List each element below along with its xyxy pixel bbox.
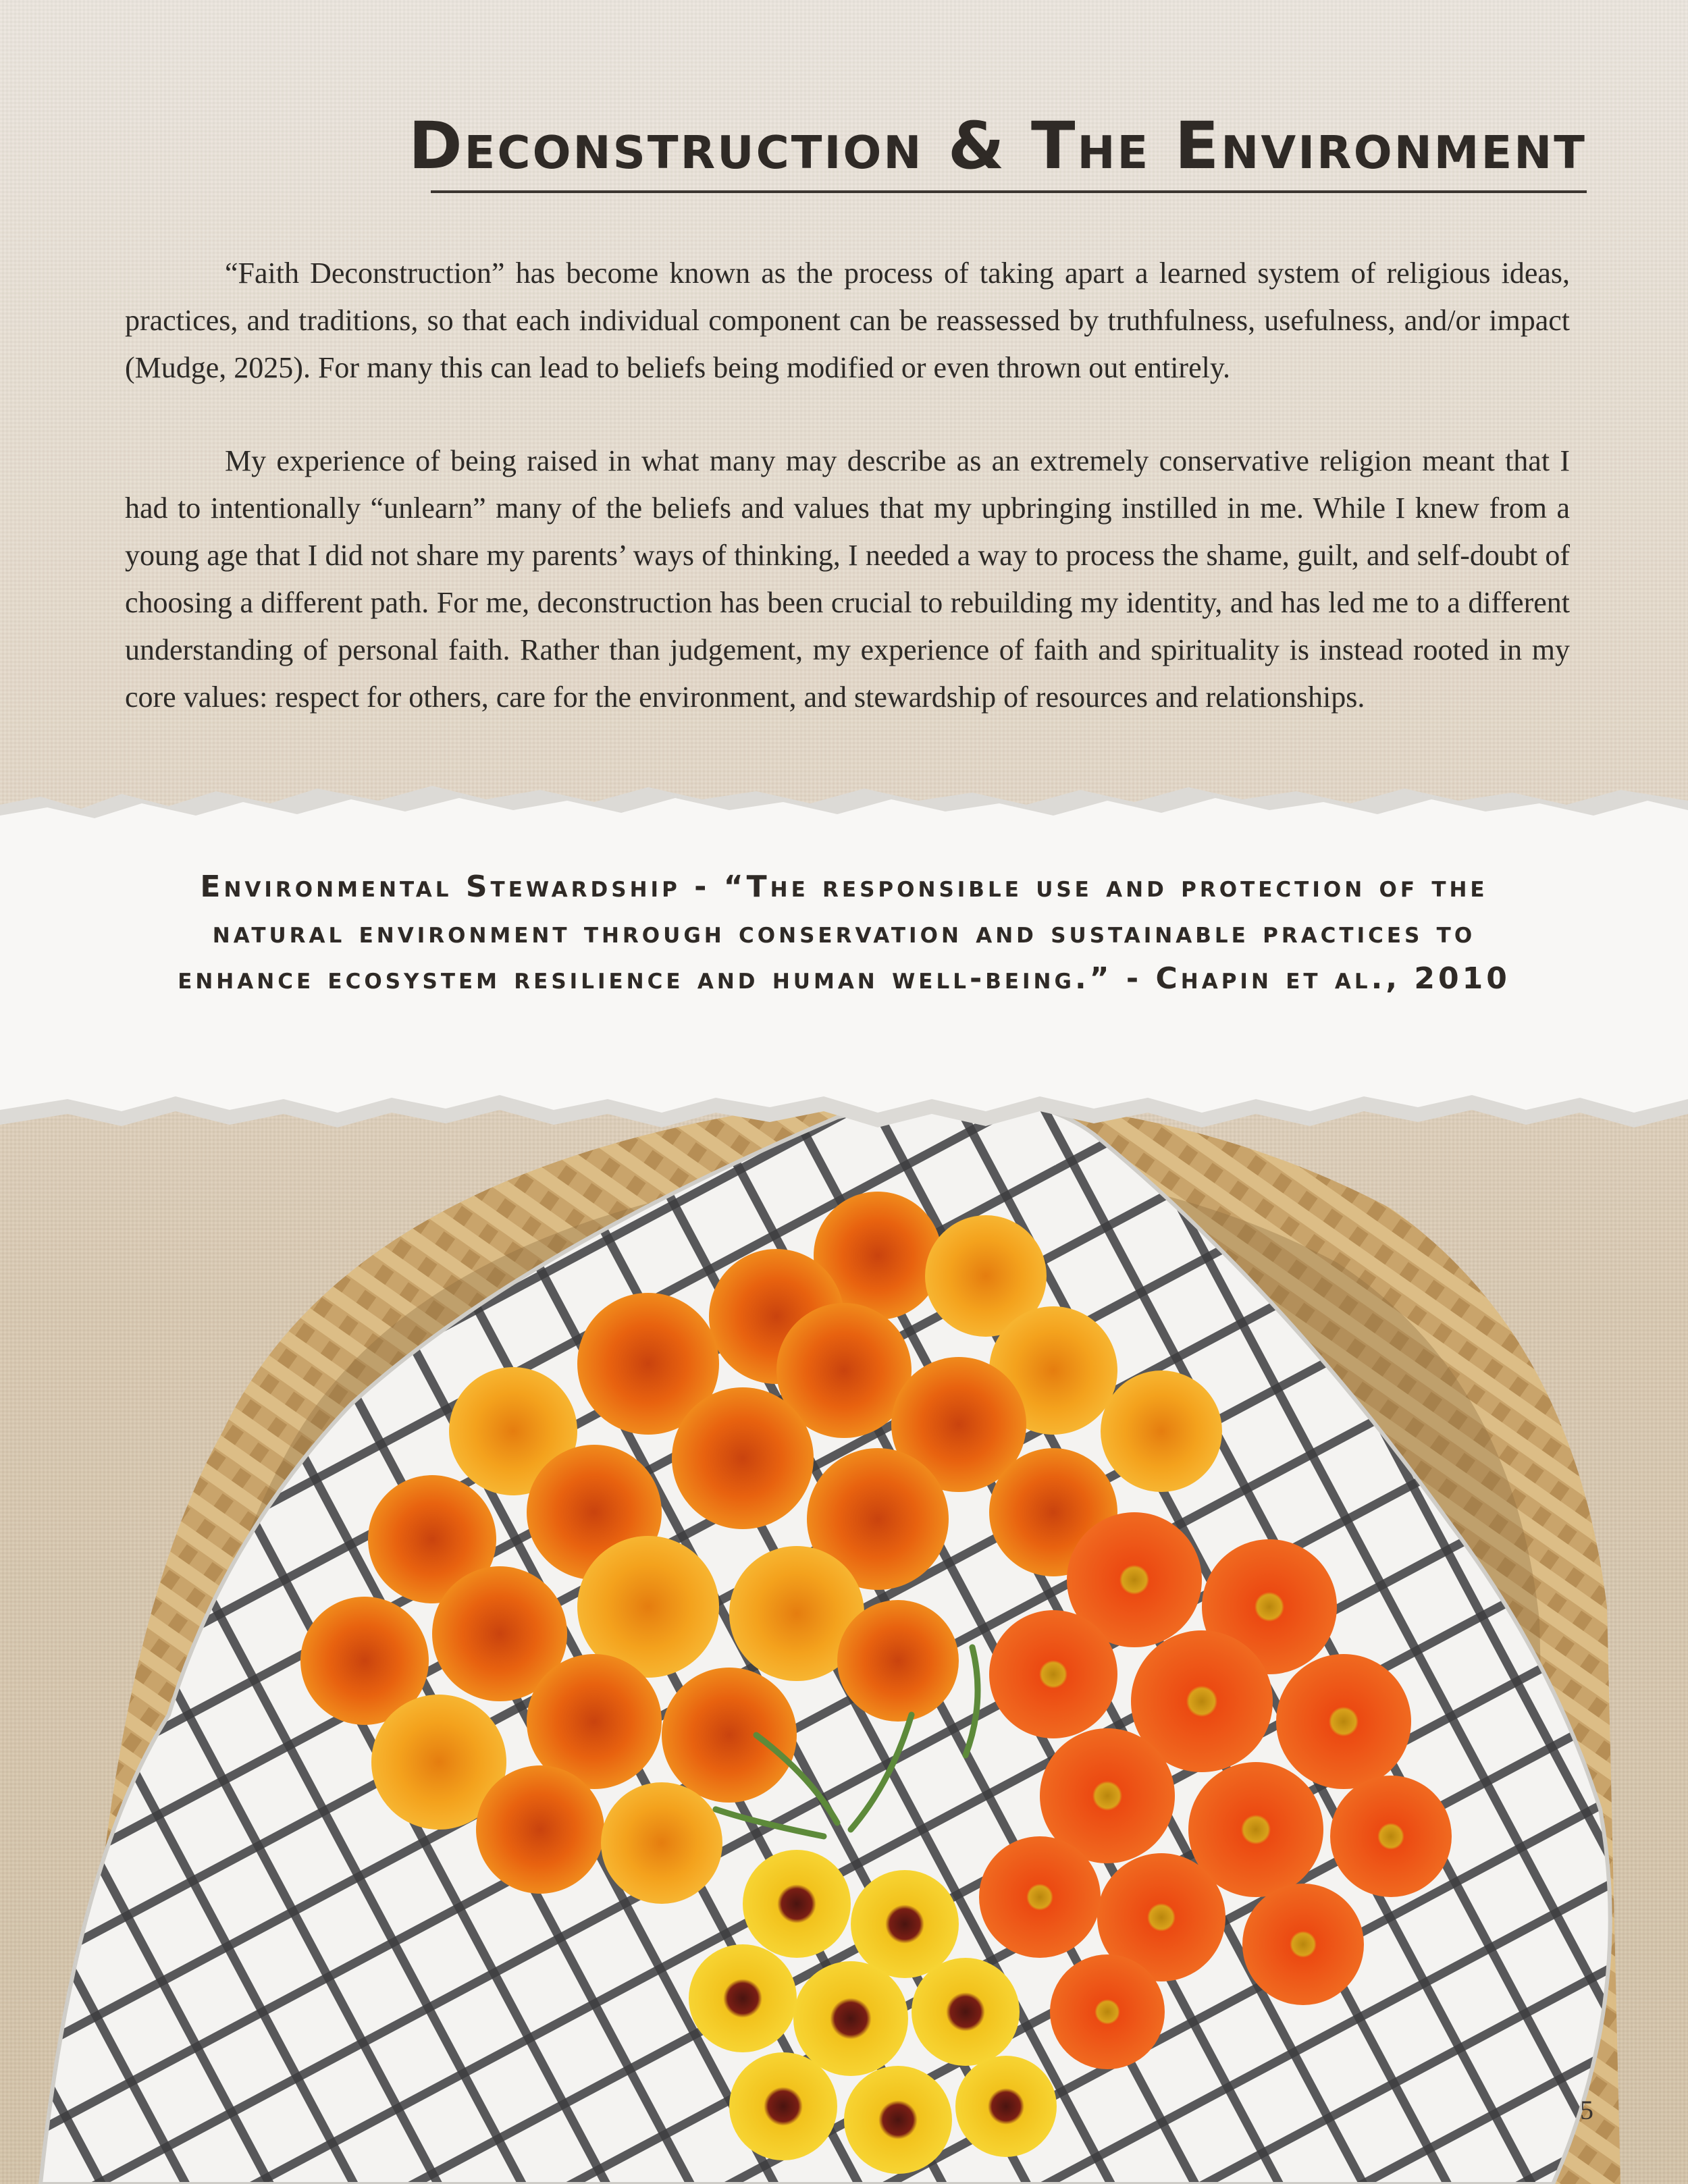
page-number: 5 (1580, 2095, 1593, 2125)
paragraph-personal-experience: My experience of being raised in what many may describe as an extremely conservative religion meant that I had to intentionally “unlearn” many of the beliefs and values that my upbringing instilled in me. While I knew from a young age that I did not share my parents’ ways of thinking, I needed a way to process the shame, guilt, and self-doubt of choosing a different path. For me, deconstruction has been crucial to rebuilding my identity, and has led me to a different understanding of personal faith. Rather than judgement, my experience of faith and spirituality is instead rooted in my core values: respect for others, care for the environment, and stewardship of resources and relationships. (125, 444, 1570, 714)
page-title: Deconstruction & The Environment (408, 108, 1587, 184)
title-underline (431, 190, 1587, 193)
stewardship-quote: Environmental Stewardship - “The responsible use and protection of the natural environment through conservation and sustainable practices to enhance ecosystem resilience and human well-being.” - Chapin et al., 2010 (178, 870, 1510, 996)
flower-basket-photo (0, 1053, 1688, 2184)
paragraph-faith-deconstruction: “Faith Deconstruction” has become known as the process of taking apart a learned system of religious ideas, practices, and traditions, so that each individual component can be reassessed by truthfulness, usefulness, and/or impact (Mudge, 2025). For many this can lead to beliefs being modified or even thrown out entirely. (125, 257, 1570, 384)
